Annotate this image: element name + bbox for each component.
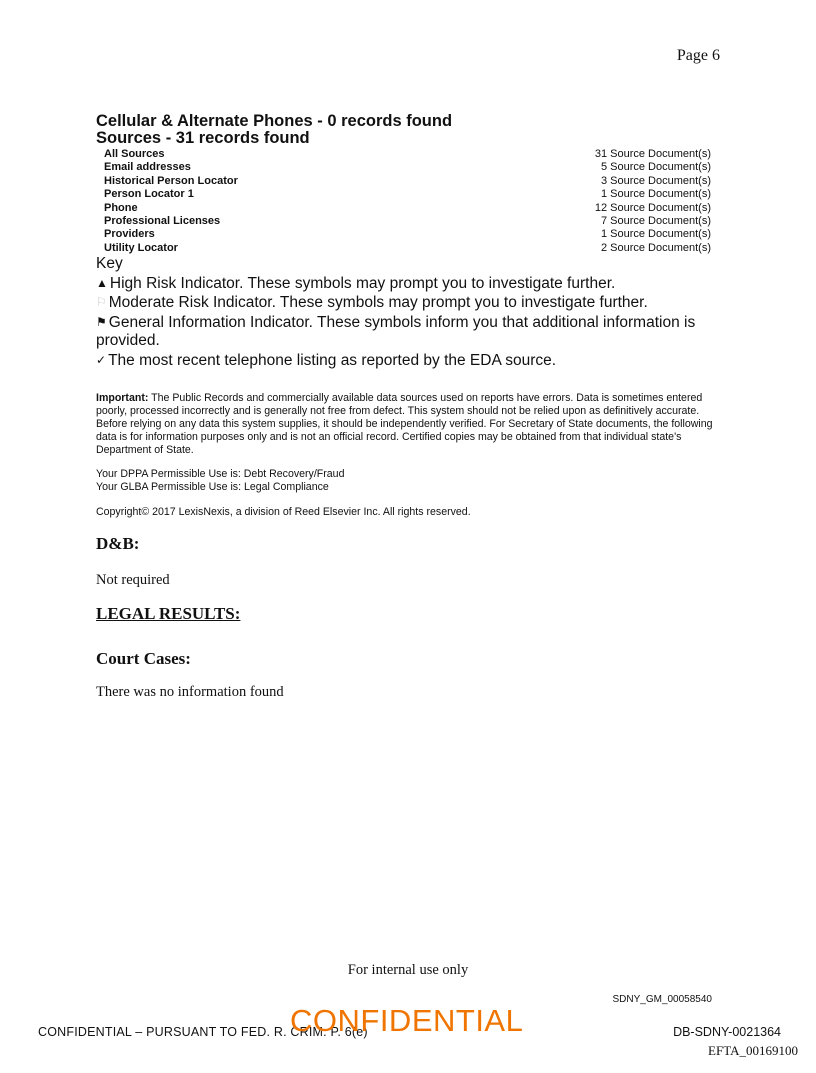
key-legend <box>96 255 716 371</box>
db-heading: D&B: <box>96 534 140 553</box>
warning-triangle-icon: ▲ <box>96 275 108 290</box>
internal-use-notice: For internal use only <box>347 962 469 978</box>
bates-number-sdny: SDNY_GM_00058540 <box>612 994 712 1005</box>
table-row <box>104 175 711 188</box>
bates-number-efta: EFTA_00169100 <box>708 1043 798 1058</box>
key-item-general-info <box>96 313 716 351</box>
source-name: Email addresses <box>104 161 191 174</box>
source-name: Providers <box>104 228 155 241</box>
cellular-phones-heading: Cellular & Alternate Phones - 0 records found <box>96 112 453 130</box>
legal-results-heading: LEGAL RESULTS: <box>96 604 241 623</box>
key-item-text: The most recent telephone listing as reported by the EDA source. <box>108 351 557 369</box>
dppa-permissible-use: Your DPPA Permissible Use is: Debt Recovery/Fraud <box>96 468 345 480</box>
source-name: Phone <box>104 201 138 214</box>
source-name: Person Locator 1 <box>104 188 194 201</box>
source-name: Utility Locator <box>104 241 178 254</box>
table-row <box>104 228 711 241</box>
checkmark-icon: ✓ <box>96 352 107 367</box>
table-row <box>104 188 711 201</box>
source-name: Professional Licenses <box>104 215 221 228</box>
glba-permissible-use: Your GLBA Permissible Use is: Legal Compliance <box>96 481 329 493</box>
confidential-notice: CONFIDENTIAL – PURSUANT TO FED. R. CRIM. P. 6(e) <box>38 1025 368 1039</box>
source-count: 31 Source Document(s) <box>594 148 711 160</box>
key-item-recent-phone <box>96 351 716 371</box>
db-value: Not required <box>96 572 170 588</box>
disclaimer-paragraph <box>96 392 721 457</box>
source-count: 2 Source Document(s) <box>600 241 711 254</box>
table-row <box>104 161 711 174</box>
source-count: 1 Source Document(s) <box>600 188 711 201</box>
permissible-use <box>96 468 344 494</box>
disclaimer-label: Important: <box>96 392 149 404</box>
confidential-stamp: CONFIDENTIAL <box>290 1003 524 1038</box>
table-row <box>104 215 711 228</box>
key-item-text: High Risk Indicator. These symbols may prompt you to investigate further. <box>109 274 616 292</box>
page-number: Page 6 <box>676 47 720 64</box>
table-row <box>104 148 711 161</box>
sources-heading: Sources - 31 records found <box>96 129 310 147</box>
source-count: 12 Source Document(s) <box>594 201 711 214</box>
source-name: All Sources <box>104 148 165 160</box>
key-item-high-risk <box>96 274 716 294</box>
source-count: 3 Source Document(s) <box>600 174 711 187</box>
copyright-notice: Copyright© 2017 LexisNexis, a division of Reed Elsevier Inc. All rights reserved. <box>96 506 471 518</box>
disclaimer-text: The Public Records and commercially available data sources used on reports have errors. Data is sometimes entered poorly, processed incorrectly and is generally not free from defect. This system should not be relied upon as definitively accurate. Before relying on any data this system supplies, it should be independently verified. For Secretary of State documents, the following data is for information purposes only and is not an official record. Certified copies may be obtained from that individual state's Department of State. <box>96 392 713 456</box>
key-title: Key <box>96 255 123 272</box>
source-count: 1 Source Document(s) <box>600 228 711 241</box>
key-item-text: Moderate Risk Indicator. These symbols may prompt you to investigate further. <box>108 294 648 312</box>
sources-table <box>104 148 711 255</box>
key-item-text: General Information Indicator. These symbols inform you that additional information is provided. <box>96 313 696 350</box>
bates-number-db: DB-SDNY-0021364 <box>673 1025 781 1039</box>
key-item-moderate-risk <box>96 293 716 313</box>
table-row <box>104 202 711 215</box>
court-cases-value: There was no information found <box>96 684 284 700</box>
source-count: 7 Source Document(s) <box>600 215 711 228</box>
source-name: Historical Person Locator <box>104 174 238 187</box>
source-count: 5 Source Document(s) <box>600 161 711 174</box>
table-row <box>104 242 711 255</box>
solid-flag-icon: ⚑ <box>96 314 107 329</box>
outline-flag-icon: ⚐ <box>96 295 107 310</box>
court-cases-heading: Court Cases: <box>96 649 191 668</box>
